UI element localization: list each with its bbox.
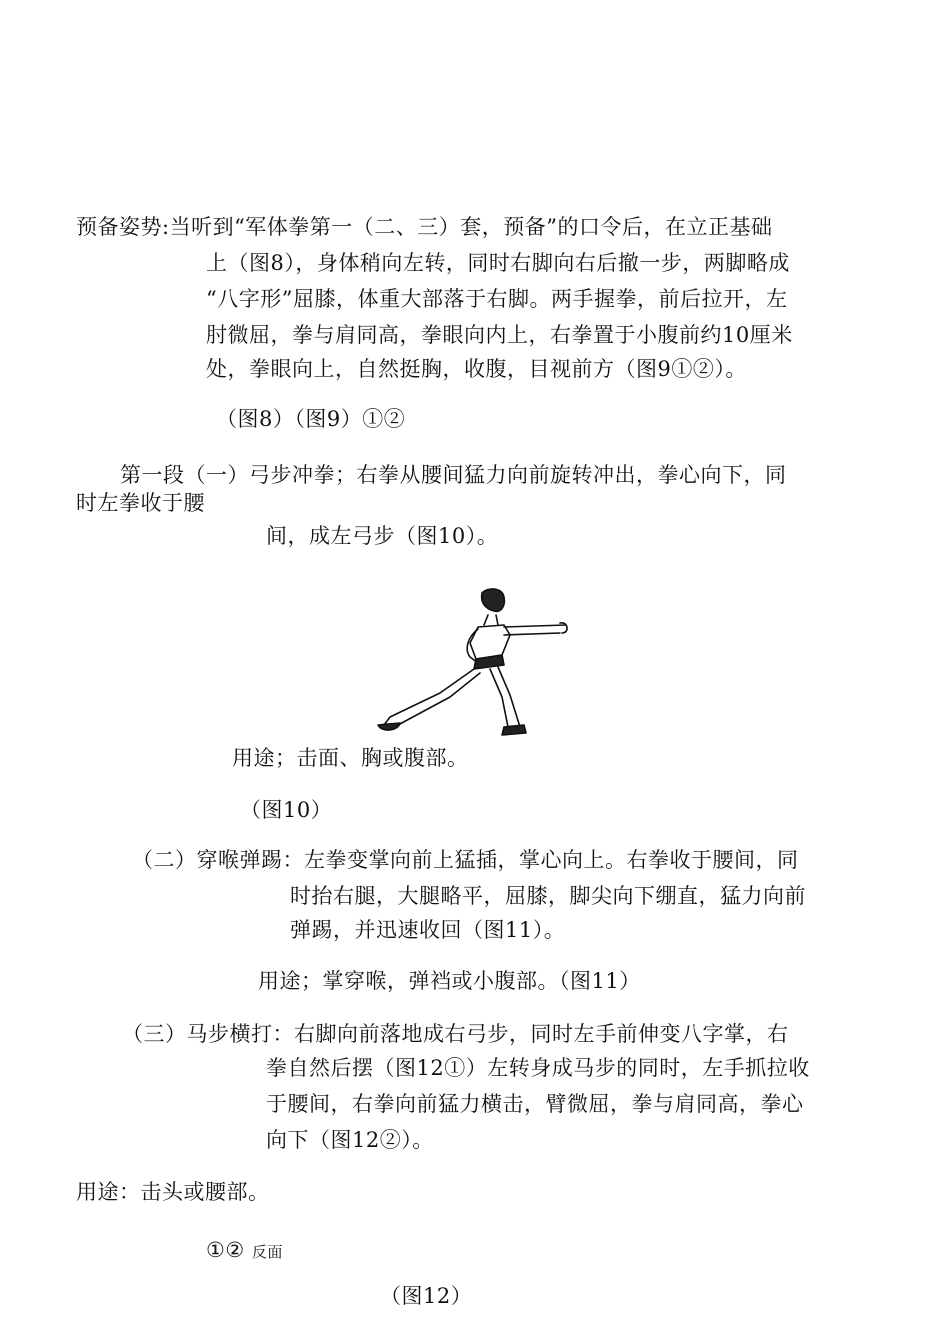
figure-8-9-caption: （图8）（图9）①②: [216, 407, 406, 431]
sec3-line-4: 向下（图12②）。: [266, 1128, 434, 1152]
sec1-line-3: 间，成左弓步（图10）。: [266, 524, 499, 548]
sec1-line-1: 第一段（一）弓步冲拳；右拳从腰间猛力向前旋转冲出，拳心向下，同: [120, 463, 787, 487]
sec1-usage: 用途；击面、胸或腹部。: [232, 746, 469, 770]
figure-12-marks: [206, 1235, 283, 1267]
sec2-line-3: 弹踢，并迅速收回（图11）。: [290, 918, 566, 942]
prep-line-1: 预备姿势:当听到“军体拳第一（二、三）套，预备”的口令后，在立正基础: [76, 215, 773, 239]
figure-10-caption: （图10）: [240, 798, 333, 822]
prep-line-2: 上（图8），身体稍向左转，同时右脚向右后撤一步，两脚略成: [206, 251, 790, 275]
prep-line-3: “八字形”屈膝，体重大部落于右脚。两手握拳，前后拉开，左: [206, 287, 788, 311]
sec1-line-2: 时左拳收于腰: [76, 491, 205, 515]
sec2-line-1: （二）穿喉弹踢：左拳变掌向前上猛插，掌心向上。右拳收于腰间，同: [132, 848, 799, 872]
sec3-line-2: 拳自然后摆（图12①）左转身成马步的同时，左手抓拉收: [266, 1056, 810, 1080]
sec3-line-1: （三）马步横打：右脚向前落地成右弓步，同时左手前伸变八字掌，右: [122, 1022, 789, 1046]
figure-10-illustration: [370, 585, 580, 745]
reverse-label: 反面: [251, 1243, 283, 1261]
sec3-usage: 用途：击头或腰部。: [76, 1180, 270, 1204]
prep-line-4: 肘微屈，拳与肩同高，拳眼向内上，右拳置于小腹前约10厘米: [206, 323, 793, 347]
sec3-line-3: 于腰间，右拳向前猛力横击，臂微屈，拳与肩同高，拳心: [266, 1092, 804, 1116]
figure-12-numbers: ①②: [206, 1238, 245, 1262]
sec2-usage: 用途；掌穿喉，弹裆或小腹部。（图11）: [258, 969, 641, 993]
figure-12-caption: （图12）: [380, 1284, 473, 1308]
sec2-line-2: 时抬右腿，大腿略平，屈膝，脚尖向下绷直，猛力向前: [290, 884, 806, 908]
prep-line-5: 处，拳眼向上，自然挺胸，收腹，目视前方（图9①②）。: [206, 357, 747, 381]
